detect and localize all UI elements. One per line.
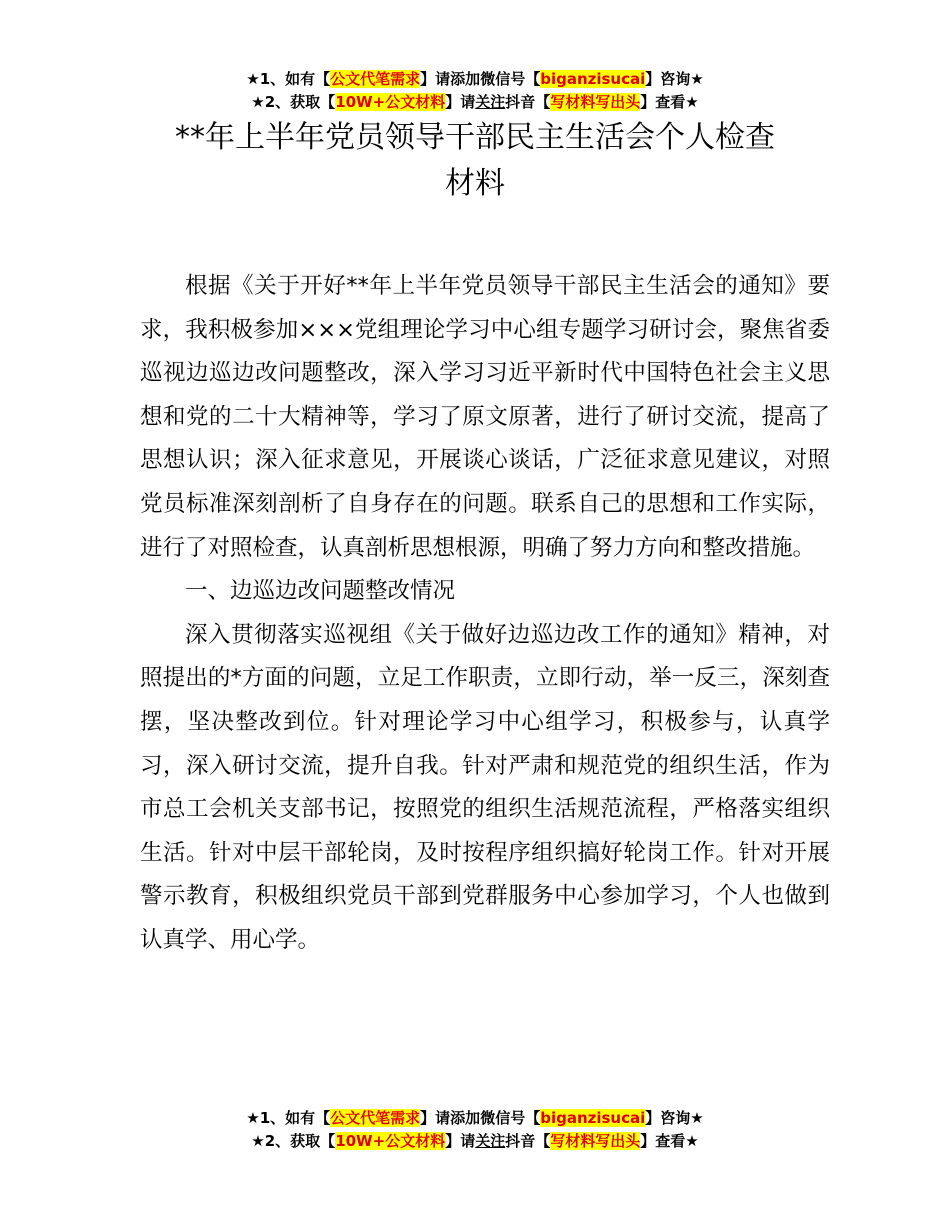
- banner-line-1: [0, 68, 950, 91]
- banner-highlight: biganzisucai: [540, 1109, 646, 1127]
- banner-text: ★1、如有【: [246, 1109, 331, 1127]
- banner-highlight: 写材料写出头: [550, 93, 641, 111]
- document-body: [140, 265, 830, 963]
- header-banner: [0, 68, 950, 114]
- banner-highlight: biganzisucai: [540, 70, 646, 88]
- banner-text: 】咨询★: [645, 70, 704, 88]
- banner-text: ★2、获取【: [251, 93, 336, 111]
- document-title: [0, 115, 950, 207]
- banner-highlight: 写材料写出头: [550, 1132, 641, 1150]
- banner-underlined-text: 关注: [475, 1132, 506, 1150]
- banner-text: 】查看★: [640, 93, 699, 111]
- footer-banner: [0, 1107, 950, 1153]
- banner-line-2: [0, 91, 950, 114]
- banner-text: 微信号【: [480, 70, 541, 88]
- banner-text: 】请: [445, 93, 476, 111]
- banner-text: 】请添加: [420, 1109, 481, 1127]
- banner-text: 】请添加: [420, 70, 481, 88]
- paragraph: 深入贯彻落实巡视组《关于做好边巡边改工作的通知》精神，对照提出的*方面的问题，立足工作职责，立即行动，举一反三，深刻查摆，坚决整改到位。针对理论学习中心组学习，积极参与，认真学习，深入研讨交流，提升自我。针对严肃和规范党的组织生活，作为市总工会机关支部书记，按照党的组织生活规范流程，严格落实组织生活。针对中层干部轮岗，及时按程序组织搞好轮岗工作。针对开展警示教育，积极组织党员干部到党群服务中心参加学习，个人也做到认真学、用心学。: [140, 621, 830, 953]
- banner-line-2: [0, 1130, 950, 1153]
- banner-text: 抖音【: [505, 93, 551, 111]
- banner-text: ★2、获取【: [251, 1132, 336, 1150]
- banner-underlined-text: 关注: [475, 93, 506, 111]
- banner-highlight: 公文代笔需求: [330, 70, 421, 88]
- title-line-2: 材料: [445, 166, 505, 201]
- banner-highlight: 10W+公文材料: [335, 93, 446, 111]
- banner-text: 微信号【: [480, 1109, 541, 1127]
- banner-text: ★1、如有【: [246, 70, 331, 88]
- banner-line-1: [0, 1107, 950, 1130]
- banner-highlight: 10W+公文材料: [335, 1132, 446, 1150]
- banner-text: 抖音【: [505, 1132, 551, 1150]
- title-line-1: **年上半年党员领导干部民主生活会个人检查: [175, 120, 775, 155]
- section-heading: 一、边巡边改问题整改情况: [185, 578, 456, 605]
- paragraph: 根据《关于开好**年上半年党员领导干部民主生活会的通知》要求，我积极参加×××党组理论学习中心组专题学习研讨会，聚焦省委巡视边巡边改问题整改，深入学习习近平新时代中国特色社会主义思想和党的二十大精神等，学习了原文原著，进行了研讨交流，提高了思想认识；深入征求意见，开展谈心谈话，广泛征求意见建议，对照党员标准深刻剖析了自身存在的问题。联系自己的思想和工作实际，进行了对照检查，认真剖析思想根源，明确了努力方向和整改措施。: [140, 273, 830, 561]
- banner-text: 】请: [445, 1132, 476, 1150]
- banner-text: 】查看★: [640, 1132, 699, 1150]
- banner-text: 】咨询★: [645, 1109, 704, 1127]
- banner-highlight: 公文代笔需求: [330, 1109, 421, 1127]
